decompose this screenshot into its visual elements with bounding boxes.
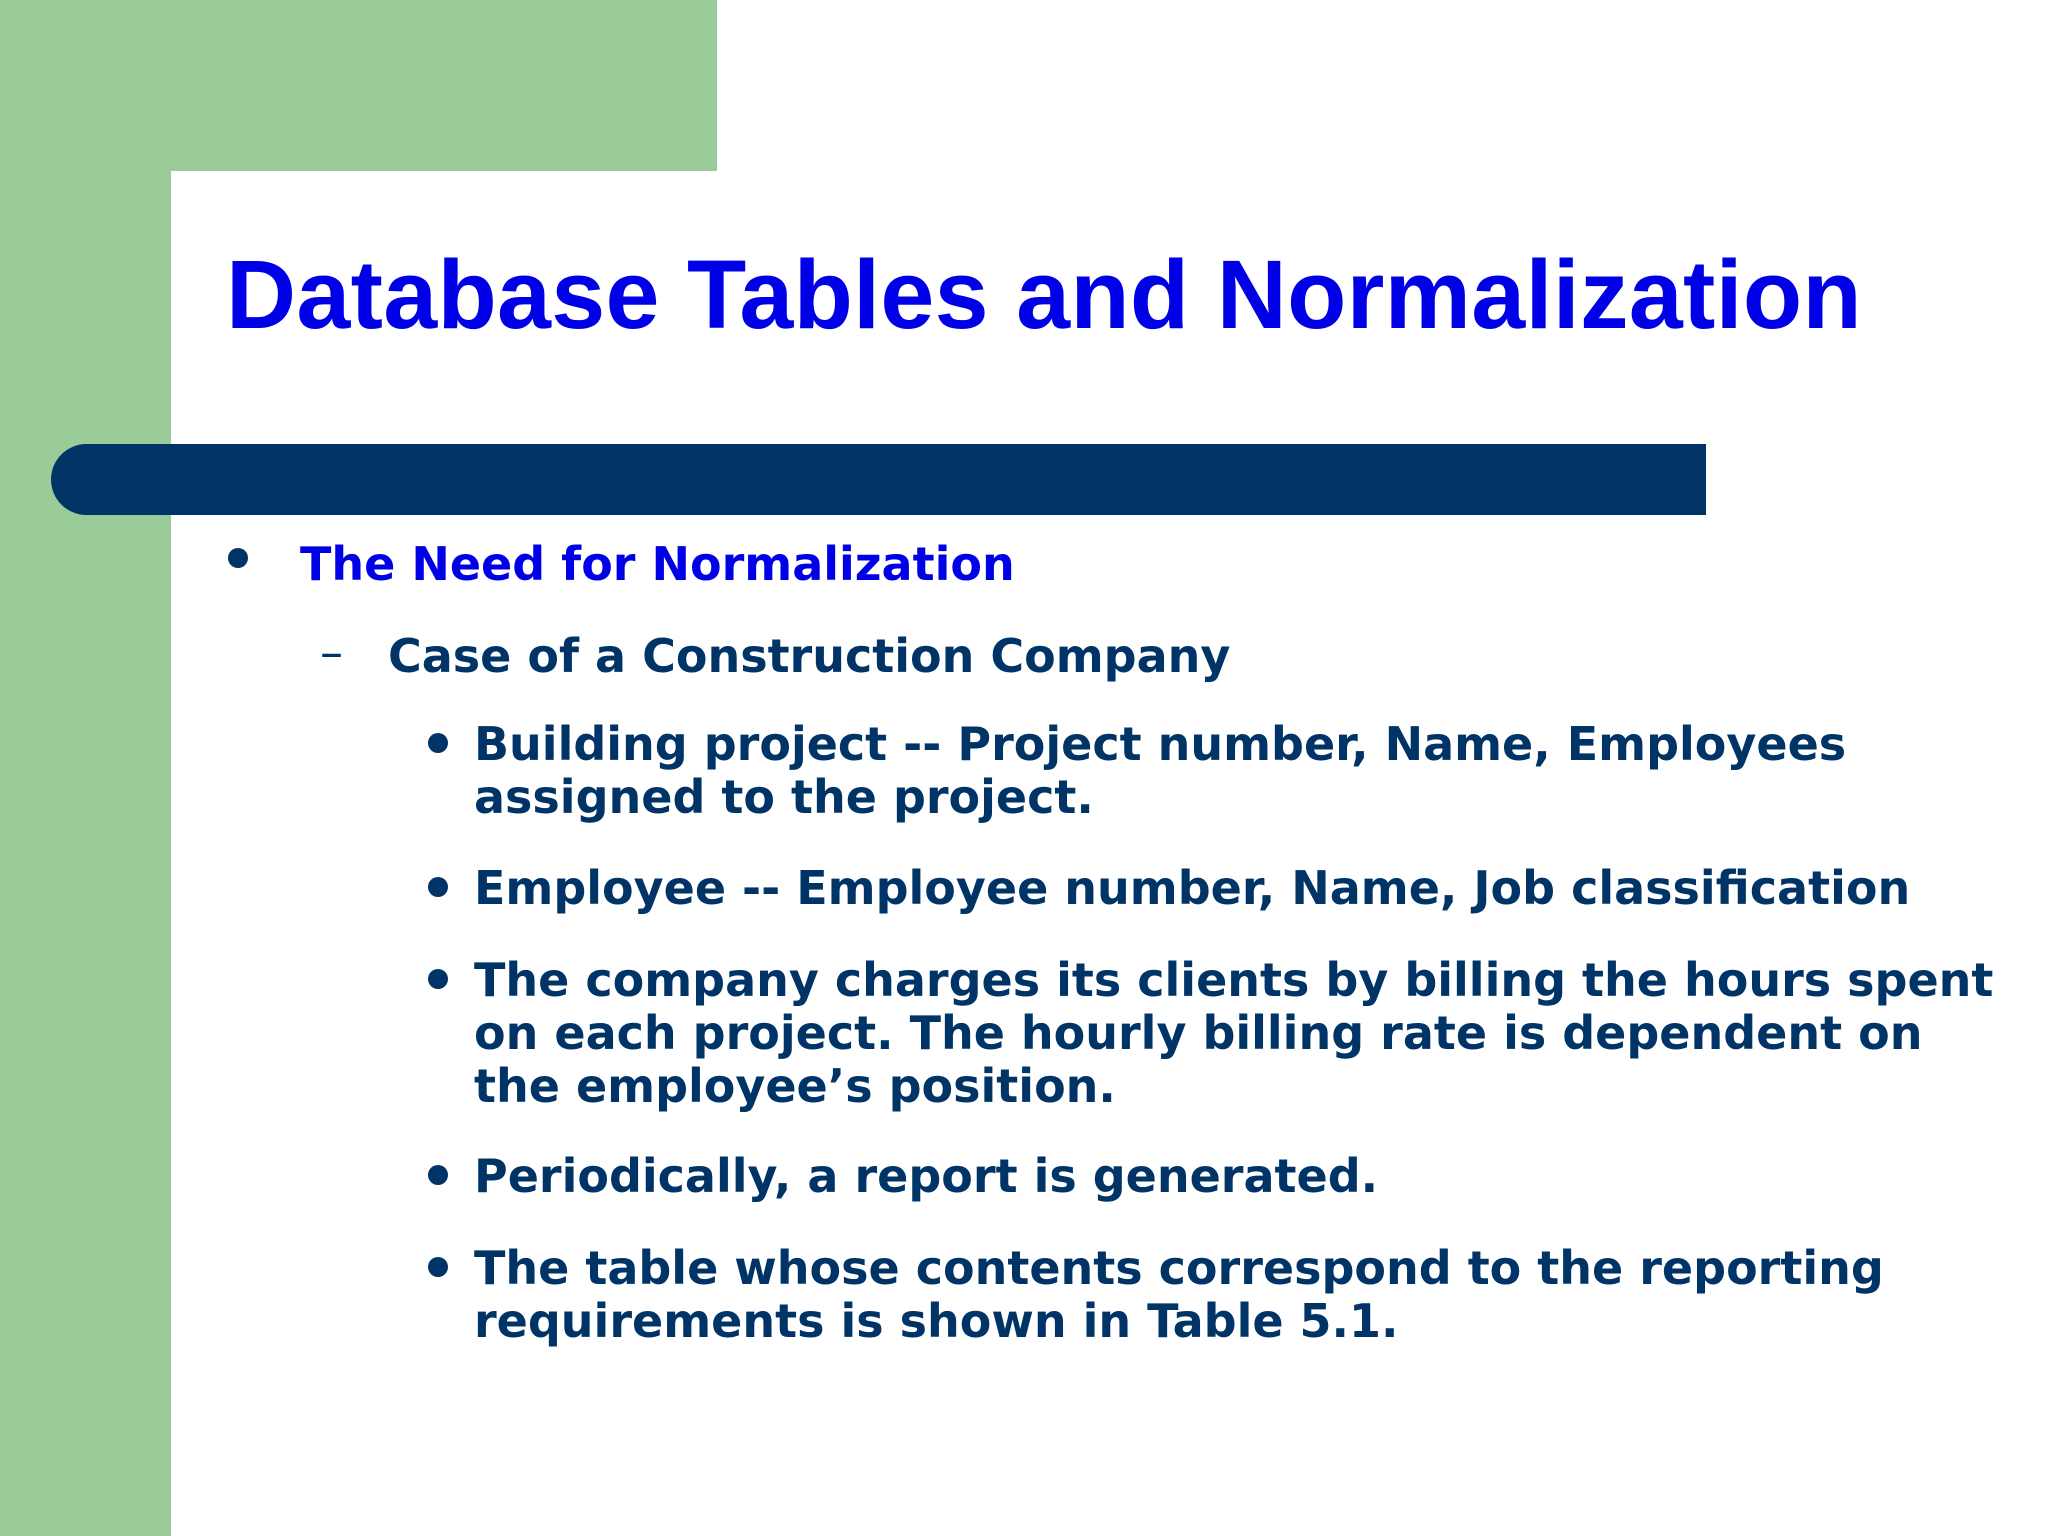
bullet-dot-icon [428,1165,448,1185]
bullet-dot-icon [428,733,448,753]
bullet-text: The Need for Normalization [300,537,1015,591]
slide-title: Database Tables and Normalization [226,240,1862,349]
sub-bullet-text: Case of a Construction Company [388,629,1231,683]
decor-green-left [0,0,171,1536]
dash-icon: – [320,625,343,679]
bullet-dot-icon [428,1257,448,1277]
list-item-text: The company charges its clients by billing the hours spent on each project. The hourly billing rate is dependent on the employee’s position. [474,953,1994,1113]
bullet-dot-icon [428,877,448,897]
decor-title-bar [51,444,1706,515]
list-item-text: Periodically, a report is generated. [474,1149,1379,1203]
bullet-dot-icon [228,548,248,568]
list-item-text: The table whose contents correspond to the reporting requirements is shown in Table 5.1. [474,1241,1884,1348]
bullet-dot-icon [428,969,448,989]
list-item-text: Employee -- Employee number, Name, Job classification [474,861,1911,915]
list-item-text: Building project -- Project number, Name, Employees assigned to the project. [474,717,1847,824]
